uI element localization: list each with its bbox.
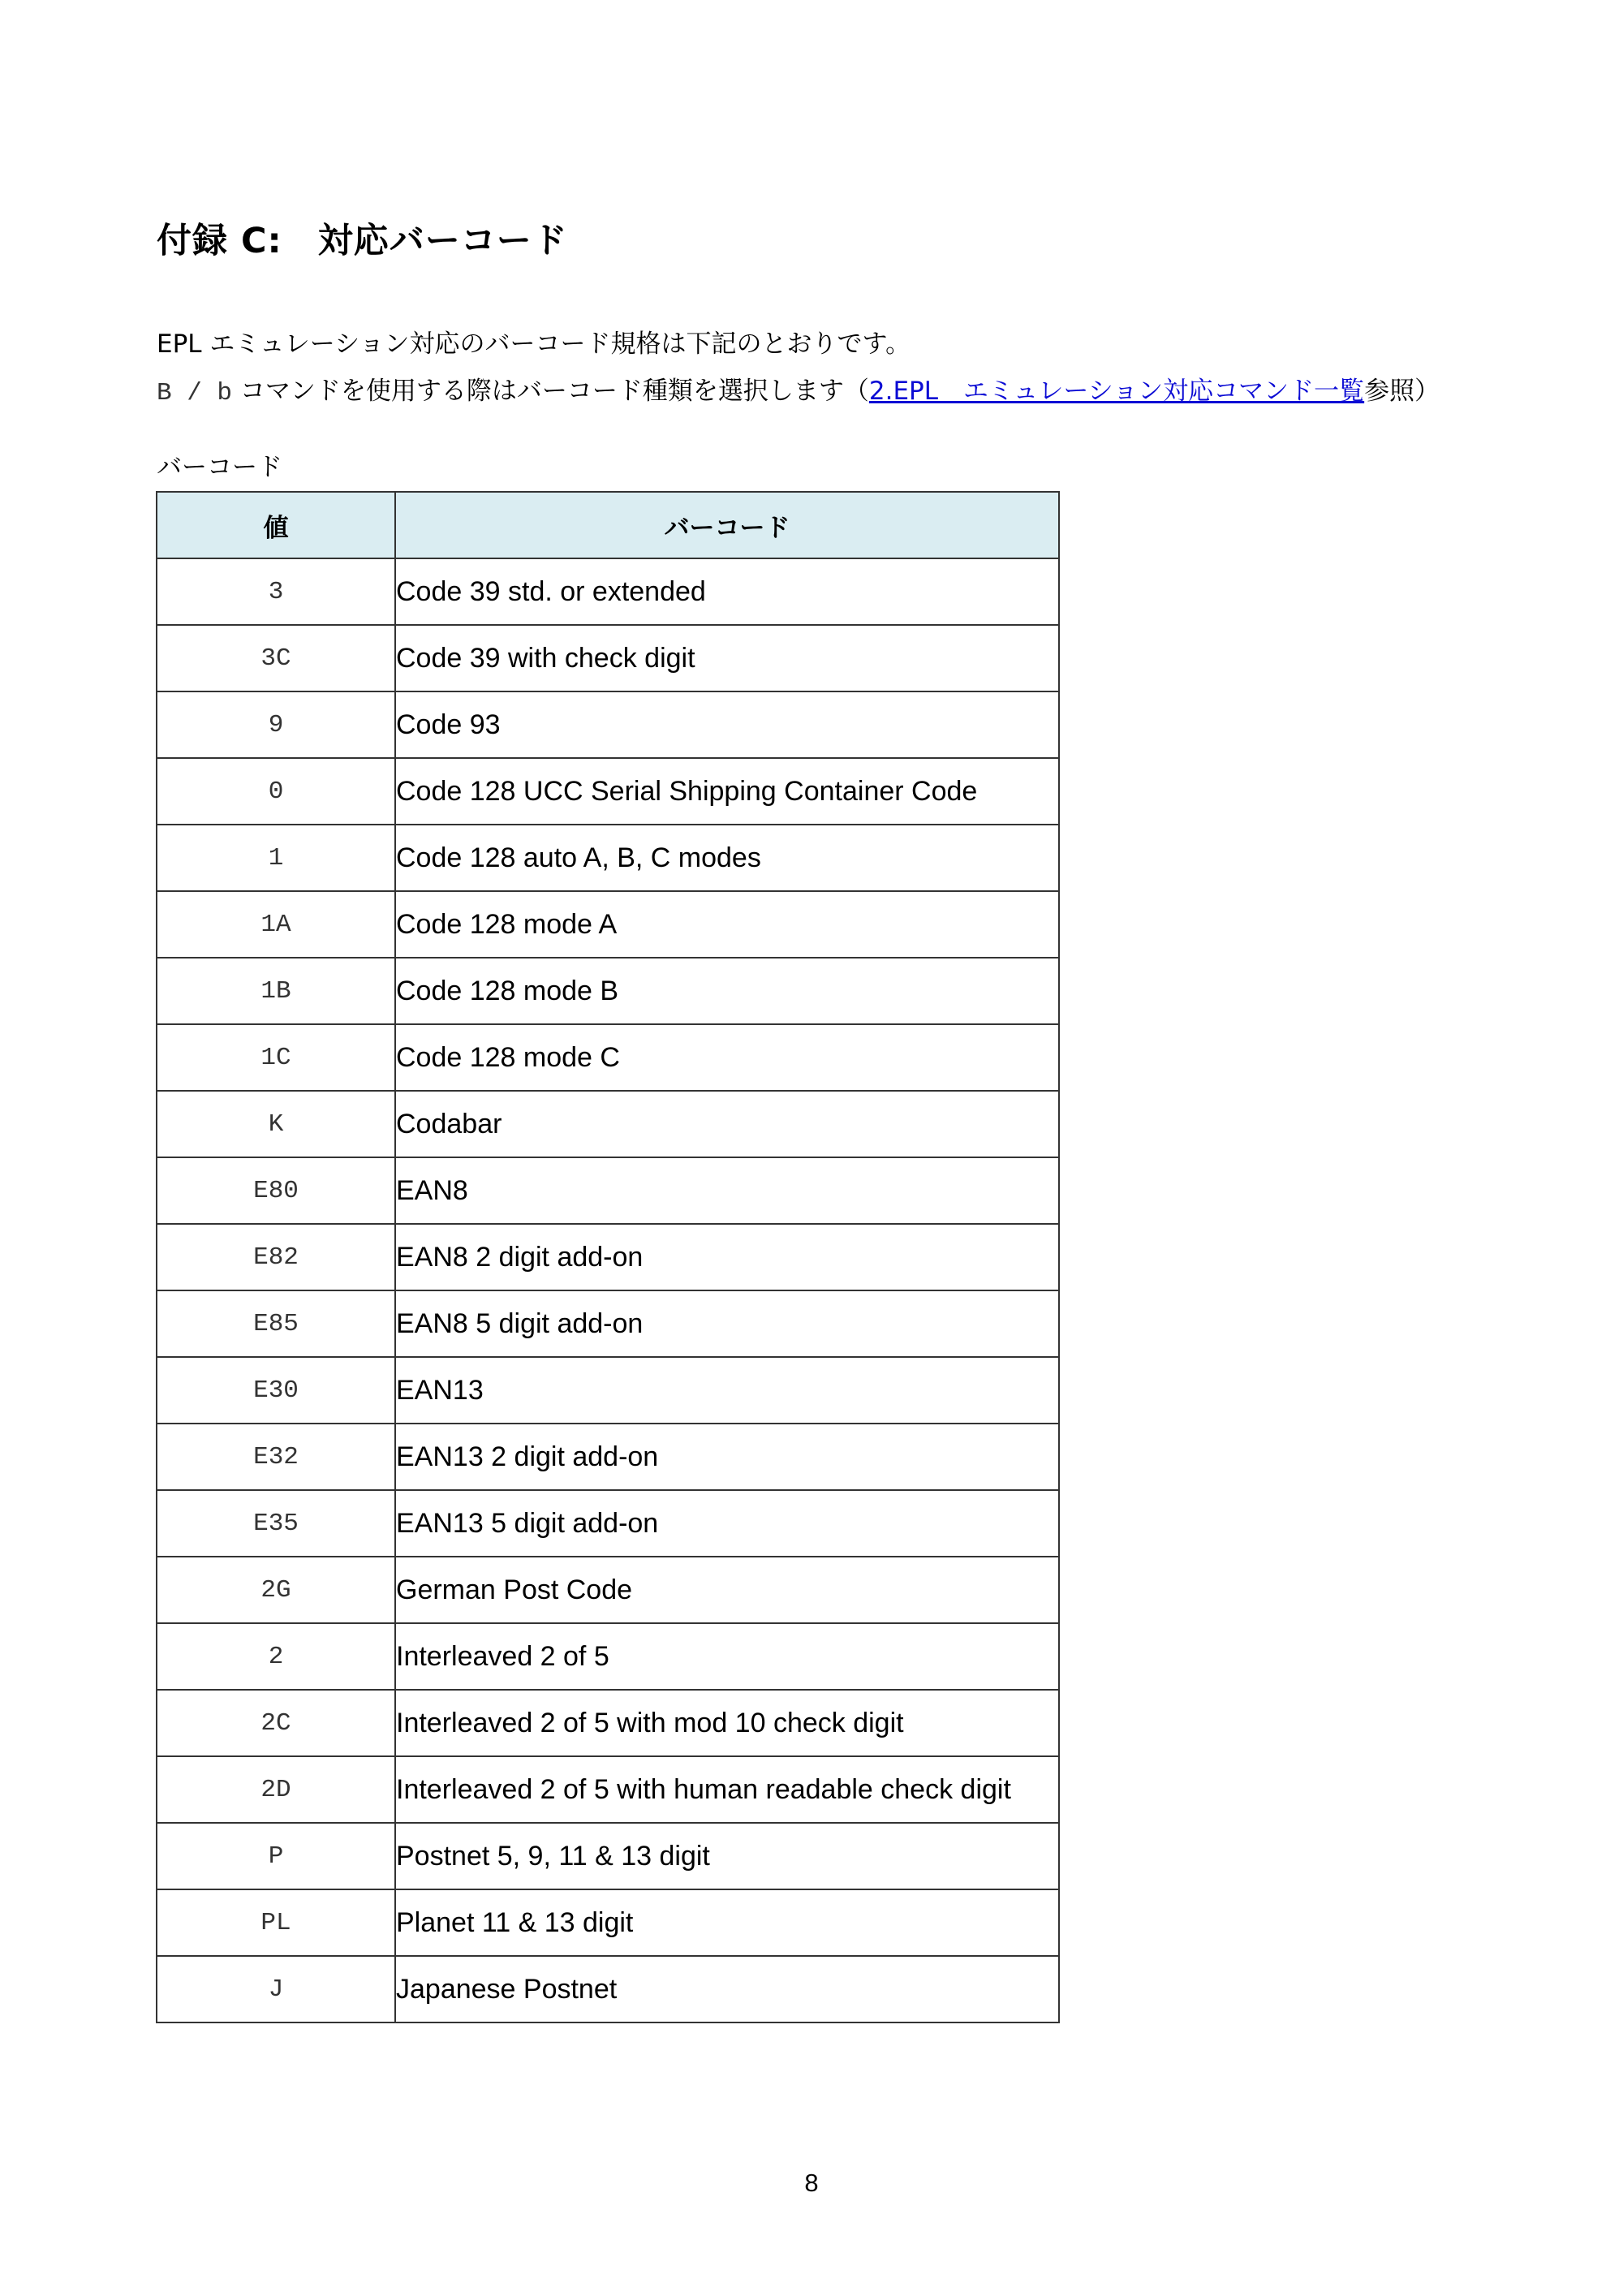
barcode-name: EAN8 2 digit add-on xyxy=(395,1224,1059,1290)
barcode-name: EAN8 5 digit add-on xyxy=(395,1290,1059,1357)
barcode-value: E85 xyxy=(157,1290,395,1357)
table-row xyxy=(157,1424,1059,1490)
barcode-value: 3 xyxy=(157,558,395,625)
table-row xyxy=(157,1756,1059,1823)
table-row xyxy=(157,958,1059,1024)
page-number: 8 xyxy=(804,2169,819,2197)
barcode-value: 3C xyxy=(157,625,395,691)
barcode-name: Code 128 UCC Serial Shipping Container Code xyxy=(395,758,1059,825)
table-row xyxy=(157,891,1059,958)
barcode-name: Code 39 with check digit xyxy=(395,625,1059,691)
barcode-value: 9 xyxy=(157,691,395,758)
table-row xyxy=(157,1091,1059,1157)
page-title: 付録 C: 対応バーコード xyxy=(157,221,568,261)
command-code: B / b xyxy=(157,379,233,407)
intro-line-2-text: コマンドを使用する際はバーコード種類を選択します（ xyxy=(232,377,869,406)
table-caption: バーコード xyxy=(157,453,282,482)
barcode-value: PL xyxy=(157,1889,395,1956)
barcode-value: 2 xyxy=(157,1623,395,1690)
barcode-name: Code 93 xyxy=(395,691,1059,758)
barcode-value: E82 xyxy=(157,1224,395,1290)
table-body xyxy=(157,558,1059,2022)
table-row xyxy=(157,1357,1059,1424)
barcode-value: E32 xyxy=(157,1424,395,1490)
barcode-value: J xyxy=(157,1956,395,2022)
barcode-table xyxy=(156,491,1060,2023)
barcode-name: Postnet 5, 9, 11 & 13 digit xyxy=(395,1823,1059,1889)
barcode-value: E30 xyxy=(157,1357,395,1424)
intro-line-1: EPL エミュレーション対応のバーコード規格は下記のとおりです。 xyxy=(157,330,911,359)
table-row xyxy=(157,1623,1059,1690)
barcode-name: Code 128 mode A xyxy=(395,891,1059,958)
table-row xyxy=(157,1889,1059,1956)
table-row xyxy=(157,1290,1059,1357)
barcode-value: 2D xyxy=(157,1756,395,1823)
barcode-value: 2G xyxy=(157,1557,395,1623)
barcode-name: EAN13 xyxy=(395,1357,1059,1424)
barcode-value: 1A xyxy=(157,891,395,958)
table-row xyxy=(157,1490,1059,1557)
barcode-name: German Post Code xyxy=(395,1557,1059,1623)
barcode-name: Code 39 std. or extended xyxy=(395,558,1059,625)
barcode-value: E80 xyxy=(157,1157,395,1224)
barcode-value: 1 xyxy=(157,825,395,891)
table-row xyxy=(157,825,1059,891)
barcode-name: Japanese Postnet xyxy=(395,1956,1059,2022)
barcode-name: Interleaved 2 of 5 with mod 10 check digit xyxy=(395,1690,1059,1756)
barcode-name: Code 128 mode B xyxy=(395,958,1059,1024)
table-row xyxy=(157,1690,1059,1756)
barcode-name: Interleaved 2 of 5 with human readable check digit xyxy=(395,1756,1059,1823)
barcode-value: P xyxy=(157,1823,395,1889)
barcode-name: EAN13 5 digit add-on xyxy=(395,1490,1059,1557)
header-barcode: バーコード xyxy=(395,492,1059,558)
barcode-name: Code 128 mode C xyxy=(395,1024,1059,1091)
barcode-value: K xyxy=(157,1091,395,1157)
barcode-name: Code 128 auto A, B, C modes xyxy=(395,825,1059,891)
table-row xyxy=(157,625,1059,691)
table-header-row xyxy=(157,492,1059,558)
table-row xyxy=(157,1024,1059,1091)
barcode-value: 1B xyxy=(157,958,395,1024)
table-row xyxy=(157,1956,1059,2022)
table-row xyxy=(157,691,1059,758)
barcode-name: EAN8 xyxy=(395,1157,1059,1224)
intro-text xyxy=(157,321,1440,417)
table-row xyxy=(157,1224,1059,1290)
barcode-value: 1C xyxy=(157,1024,395,1091)
intro-line-2 xyxy=(157,368,1440,417)
intro-line-2-end: 参照） xyxy=(1364,377,1440,406)
barcode-value: E35 xyxy=(157,1490,395,1557)
barcode-value: 2C xyxy=(157,1690,395,1756)
barcode-name: Planet 11 & 13 digit xyxy=(395,1889,1059,1956)
command-list-link[interactable]: 2.EPL エミュレーション対応コマンド一覧 xyxy=(868,377,1365,406)
barcode-value: 0 xyxy=(157,758,395,825)
header-value: 値 xyxy=(157,492,395,558)
table-row xyxy=(157,758,1059,825)
barcode-name: Codabar xyxy=(395,1091,1059,1157)
table-row xyxy=(157,1557,1059,1623)
barcode-name: Interleaved 2 of 5 xyxy=(395,1623,1059,1690)
barcode-name: EAN13 2 digit add-on xyxy=(395,1424,1059,1490)
table-row xyxy=(157,1823,1059,1889)
table-row xyxy=(157,1157,1059,1224)
table-row xyxy=(157,558,1059,625)
